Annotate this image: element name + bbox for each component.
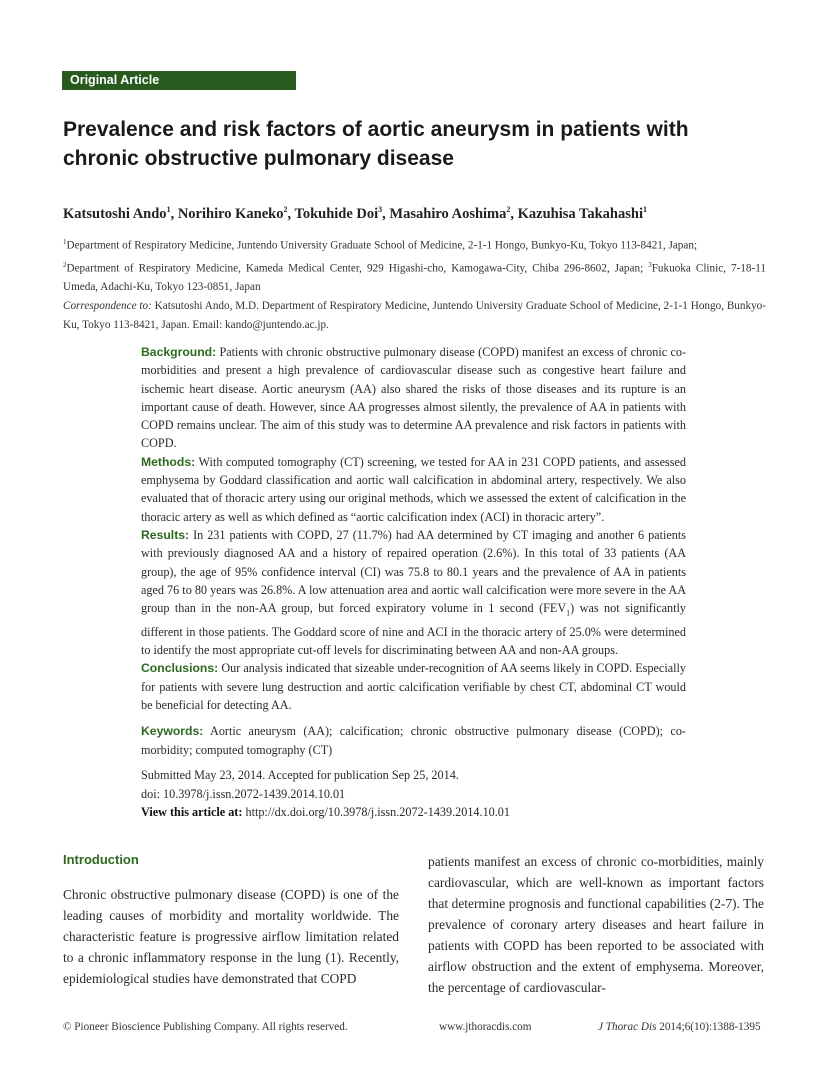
affiliation-mark: 2 [506, 205, 511, 214]
article-link[interactable]: http://dx.doi.org/10.3978/j.issn.2072-1439.2014.10.01 [245, 805, 510, 819]
affiliation-number: 3 [648, 260, 652, 269]
section-text: With computed tomography (CT) screening, we tested for AA in 231 COPD patients, and assessed emphysema by Goddard classification and aortic wall calcification in abdominal artery, respectively. We also evaluated that of thoracic artery using our original methods, which we assessed the extent of calcification in the thoracic artery as well as which defined as “aortic calcification index (ACI) in thoracic artery”. [141, 454, 687, 524]
author: Norihiro Kaneko [177, 205, 284, 222]
submission-dates: Submitted May 23, 2014. Accepted for publication Sep 25, 2014. [141, 768, 459, 782]
article-type-badge: Original Article [62, 71, 296, 90]
affiliation-mark: 1 [642, 205, 647, 214]
abstract-results [141, 526, 686, 660]
body-column-right: patients manifest an excess of chronic co-morbidities, mainly cardiovascular, which are well-known as important factors that determine prognosis and functional capabilities (2-7). The prevalence of coronary artery diseases and heart failure in patients with COPD has been reported to be associated with airflow obstruction and the extent of emphysema. Moreover, the percentage of cardiovascular- [428, 854, 764, 995]
section-text: Our analysis indicated that sizeable under-recognition of AA seems likely in COPD. Especially for patients with severe lung destruction and aortic calcification verifiable by chest CT, abdominal CT would be beneficial for detecting AA. [141, 661, 686, 713]
citation: 2014;6(10):1388-1395 [659, 1021, 761, 1033]
affiliation: Department of Respiratory Medicine, Juntendo University Graduate School of Medicine, 2-1-1 Hongo, Bunkyo-Ku, Tokyo 113-8421, Japan; [66, 239, 698, 252]
affiliation: Department of Respiratory Medicine, Kameda Medical Center, 929 Higashi-cho, Kamogawa-City, Chiba 296-8602, Japan; [66, 262, 644, 275]
affiliation-mark: 3 [378, 205, 383, 214]
correspondence-label: Correspondence to: [63, 300, 152, 313]
section-label: Conclusions: [141, 661, 219, 676]
keywords [141, 722, 686, 759]
article-meta [141, 766, 686, 822]
affiliation-number: 2 [63, 260, 67, 269]
introduction-heading: Introduction [63, 852, 139, 867]
view-label: View this article at: [141, 805, 243, 819]
abstract-background [141, 343, 686, 453]
author: Kazuhisa Takahashi [517, 205, 643, 222]
body-column-left: Chronic obstructive pulmonary disease (COPD) is one of the leading causes of morbidity and mortality worldwide. The characteristic feature is progressive airflow limitation related to a chronic inflammatory response in the lung (1). Recently, epidemiological studies have demonstrated that COPD [63, 887, 399, 986]
section-label: Methods: [141, 454, 196, 469]
doi: doi: 10.3978/j.issn.2072-1439.2014.10.01 [141, 786, 346, 801]
section-label: Results: [141, 527, 190, 542]
abstract-methods [141, 453, 686, 526]
author-list: Katsutoshi Ando$^1$, Norihiro Kaneko$^2$, Tokuhide Doi$^3$, Masahiro Aoshima$^2$, Kazuhisa Takahashi$^1$ [63, 205, 647, 222]
section-text: In 231 patients with COPD, 27 (11.7%) had AA determined by CT imaging and another 6 patients with previously diagnosed AA and a history of repaired operation (2.6%). In this total of 33 patients (AA group), the age of 95% confidence interval (CI) was 75.8 to 80.1 years and the prevalence of AA in patients aged 76 to 80 years was 26.8%. A low attenuation area and aortic wall calcification were more severe in the AA group than in the non-AA group, but forced expiratory volume in 1 second (FEV [141, 527, 686, 616]
affiliations [63, 233, 766, 335]
copyright: © Pioneer Bioscience Publishing Company. All rights reserved. [63, 1021, 348, 1033]
article-title: Prevalence and risk factors of aortic aneurysm in patients with chronic obstructive pulmonary disease [63, 118, 689, 170]
section-text: ) was not significantly different in those patients. The Goddard score of nine and ACI in the thoracic artery of 25.0% were determined to identify the most appropriate cut-off levels for discriminating between AA and non-AA groups. [141, 601, 687, 658]
affiliation-mark: 1 [166, 205, 171, 214]
author: Katsutoshi Ando [63, 205, 167, 222]
correspondence-text: Katsutoshi Ando, M.D. Department of Respiratory Medicine, Juntendo University Graduate School of Medicine, 2-1-1 Hongo, Bunkyo-Ku, Tokyo 113-8421, Japan. Email: kando@juntendo.ac.jp. [63, 300, 767, 332]
subscript: 1 [566, 608, 571, 618]
author: Tokuhide Doi [294, 205, 379, 222]
affiliation-mark: 2 [283, 205, 288, 214]
journal-name: J Thorac Dis [598, 1021, 657, 1033]
author: Masahiro Aoshima [389, 205, 507, 222]
section-text: Patients with chronic obstructive pulmonary disease (COPD) manifest an excess of chronic co-morbidities and present a high prevalence of cardiovascular disease such as congestive heart failure and ischemic heart disease. Aortic aneurysm (AA) also shared the risks of those diseases and its rupture is an important cause of death. However, since AA progresses almost silently, the prevalence of AA in patients with COPD remains unclear. The aim of this study was to determine AA prevalence and risk factors in patients with COPD. [141, 345, 687, 451]
affiliation-number: 1 [63, 238, 67, 246]
abstract-conclusions [141, 659, 686, 714]
abstract [141, 343, 686, 759]
keywords-text: Aortic aneurysm (AA); calcification; chronic obstructive pulmonary disease (COPD); co-morbidity; computed tomography (CT) [141, 724, 686, 757]
section-label: Keywords: [141, 724, 204, 739]
affiliation: Fukuoka Clinic, 7-18-11 Umeda, Adachi-Ku, Tokyo 123-0851, Japan [63, 262, 767, 294]
journal-website[interactable]: www.jthoracdis.com [439, 1021, 532, 1033]
section-label: Background: [141, 345, 217, 359]
